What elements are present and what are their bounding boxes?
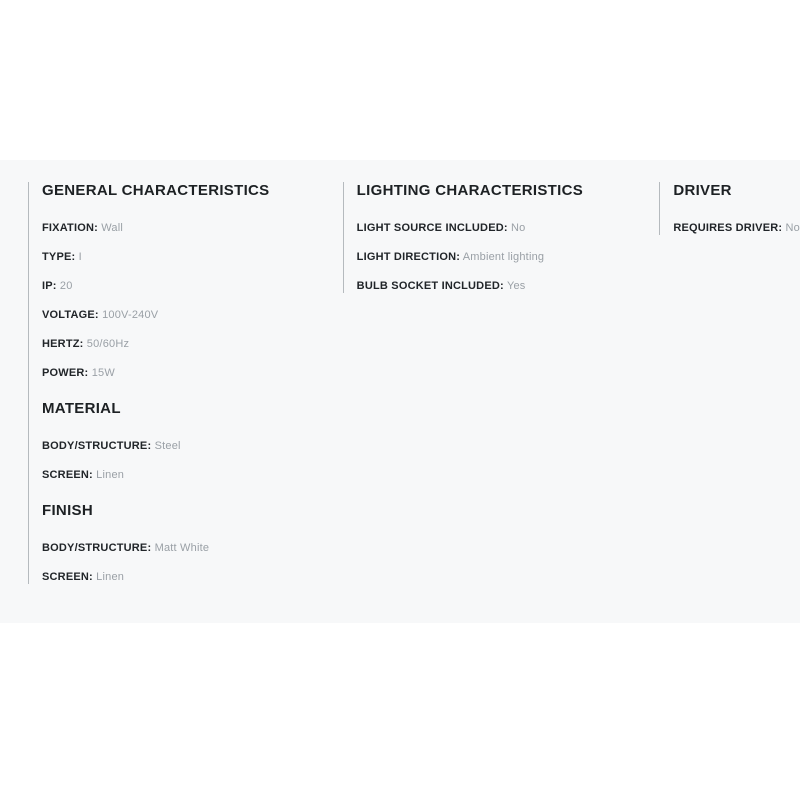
section-title-finish: FINISH [42, 502, 93, 519]
spec-label: BODY/STRUCTURE: [42, 542, 152, 554]
spec-label: POWER: [42, 367, 89, 379]
spec-row-type [42, 251, 343, 264]
spec-row-ip [42, 280, 343, 293]
spec-label: BODY/STRUCTURE: [42, 440, 152, 452]
spec-row-body-structure [42, 440, 343, 453]
section-title-general-characteristics: GENERAL CHARACTERISTICS [42, 182, 270, 199]
spec-label: SCREEN: [42, 571, 93, 583]
spec-value: Wall [101, 222, 124, 234]
spec-value: Linen [96, 571, 125, 583]
spec-row-requires-driver [673, 222, 800, 235]
spec-label: TYPE: [42, 251, 76, 263]
spec-row-power [42, 367, 343, 380]
spec-row-voltage [42, 309, 343, 322]
spec-value: 20 [59, 280, 73, 292]
spec-label: LIGHT DIRECTION: [356, 251, 461, 263]
spec-label: SCREEN: [42, 469, 93, 481]
section-finish [42, 502, 343, 584]
spec-value: 100V-240V [102, 309, 159, 321]
spec-row-fixation [42, 222, 343, 235]
spec-value: Ambient lighting [462, 251, 545, 263]
spec-row-bulb-socket-included [357, 280, 660, 293]
spec-value: Linen [96, 469, 125, 481]
spec-row-screen [42, 469, 343, 482]
section-general-characteristics [42, 182, 343, 380]
specifications-band [0, 160, 800, 623]
spec-value: 15W [91, 367, 115, 379]
specifications-columns [28, 182, 800, 584]
spec-value: No [511, 222, 526, 234]
section-driver [673, 182, 800, 235]
section-title-material: MATERIAL [42, 400, 121, 417]
spec-label: VOLTAGE: [42, 309, 99, 321]
spec-value: Matt White [154, 542, 210, 554]
spec-value: 50/60Hz [86, 338, 130, 350]
spec-row-body-structure [42, 542, 343, 555]
spec-row-light-source-included [357, 222, 660, 235]
spec-value: No [785, 222, 800, 234]
spec-label: FIXATION: [42, 222, 98, 234]
spec-row-screen [42, 571, 343, 584]
spec-label: IP: [42, 280, 57, 292]
spec-row-light-direction [357, 251, 660, 264]
section-material [42, 400, 343, 482]
section-title-lighting-characteristics: LIGHTING CHARACTERISTICS [356, 182, 584, 199]
spec-value: I [78, 251, 82, 263]
spec-label: HERTZ: [42, 338, 84, 350]
spec-label: LIGHT SOURCE INCLUDED: [356, 222, 508, 234]
spec-value: Yes [506, 280, 526, 292]
spec-label: REQUIRES DRIVER: [673, 222, 783, 234]
column-general [28, 182, 343, 584]
spec-label: BULB SOCKET INCLUDED: [356, 280, 504, 292]
spec-row-hertz [42, 338, 343, 351]
section-lighting-characteristics [357, 182, 660, 293]
spec-value: Steel [154, 440, 181, 452]
column-lighting [343, 182, 660, 293]
section-title-driver: DRIVER [673, 182, 732, 199]
column-driver [659, 182, 800, 235]
